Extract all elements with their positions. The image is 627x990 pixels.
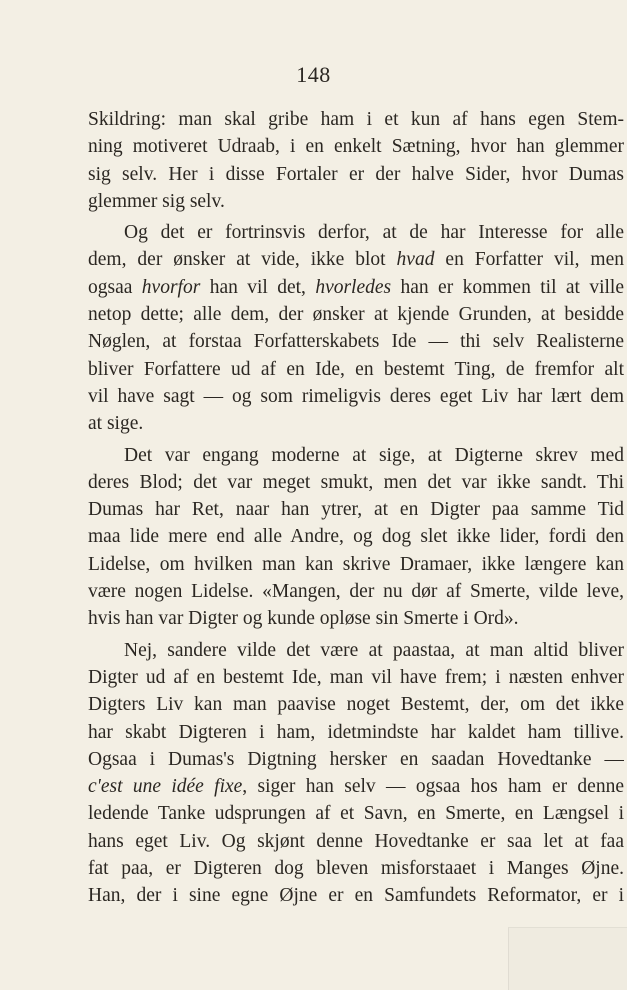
text-line: Skildring: man skal gribe ham i et kun af hans egen Stem- xyxy=(88,109,624,130)
text-line: Dumas har Ret, naar han ytrer, at en Digter paa samme Tid xyxy=(88,499,624,521)
text-line: fat paa, er Digteren dog bleven misforstaaet i Manges Øjne. xyxy=(88,858,624,880)
text-line: Det var engang moderne at sige, at Digterne skrev med xyxy=(124,444,624,466)
text-line: Og det er fortrinsvis derfor, at de har Interesse for alle xyxy=(124,222,624,244)
italic-phrase: c'est une idée fixe xyxy=(88,776,243,798)
text-line: c'est une idée fixe, siger han selv — ogsaa hos ham er denne xyxy=(88,776,624,798)
text-line: har skabt Digteren i ham, idetmindste har kaldet ham tillive. xyxy=(88,721,624,743)
text-line: være nogen Lidelse. «Mangen, der nu dør af Smerte, vilde leve, xyxy=(88,581,624,603)
text-line: hans eget Liv. Og skjønt denne Hovedtanke er saa let at faa xyxy=(88,830,624,852)
text-line: Nøglen, at forstaa Forfatterskabets Ide — thi selv Realisterne xyxy=(88,331,624,353)
text-line: netop dette; alle dem, der ønsker at kjende Grunden, at besidde xyxy=(88,304,624,326)
text-line: bliver Forfattere ud af en Ide, en bestemt Ting, de fremfor alt xyxy=(88,358,624,380)
body-text xyxy=(88,106,624,910)
italic-phrase: hvad xyxy=(396,249,435,271)
text-line: Nej, sandere vilde det være at paastaa, at man altid bliver xyxy=(124,639,624,661)
paragraph xyxy=(88,442,624,633)
text-line: dem, der ønsker at vide, ikke blot hvad en Forfatter vil, men xyxy=(88,249,624,271)
text-line: at sige. xyxy=(88,413,144,435)
page-number: 148 xyxy=(296,62,331,87)
italic-phrase: hvorledes xyxy=(315,276,392,298)
page-corner-shadow xyxy=(508,927,627,990)
text-line: maa lide mere end alle Andre, og dog slet ikke lider, fordi den xyxy=(88,526,624,548)
text-line: Digter ud af en bestemt Ide, man vil have frem; i næsten enhver xyxy=(88,666,624,688)
text-line: Han, der i sine egne Øjne er en Samfundets Reformator, er i xyxy=(88,885,624,907)
text-line: glemmer sig selv. xyxy=(88,190,225,212)
paragraph xyxy=(88,637,624,910)
text-line: hvis han var Digter og kunde opløse sin Smerte i Ord». xyxy=(88,608,519,630)
text-line: ledende Tanke udsprungen af et Savn, en Smerte, en Længsel i xyxy=(88,803,624,825)
text-line: vil have sagt — og som rimeligvis deres eget Liv har lært dem xyxy=(88,385,624,407)
text-line: Ogsaa i Dumas's Digtning hersker en saadan Hovedtanke — xyxy=(88,748,624,770)
italic-phrase: hvorfor xyxy=(141,276,201,298)
text-line: Digters Liv kan man paavise noget Bestemt, der, om det ikke xyxy=(88,694,624,716)
paragraph xyxy=(88,219,624,437)
text-line: sig selv. Her i disse Fortaler er der halve Sider, hvor Dumas xyxy=(88,163,624,185)
paragraph xyxy=(88,106,624,215)
text-line: ning motiveret Udraab, i en enkelt Sætning, hvor han glemmer xyxy=(88,136,624,158)
text-line: ogsaa hvorfor han vil det, hvorledes han er kommen til at ville xyxy=(88,276,624,298)
text-line: Lidelse, om hvilken man kan skrive Dramaer, ikke længere kan xyxy=(88,553,624,575)
text-line: deres Blod; det var meget smukt, men det var ikke sandt. Thi xyxy=(88,471,624,493)
